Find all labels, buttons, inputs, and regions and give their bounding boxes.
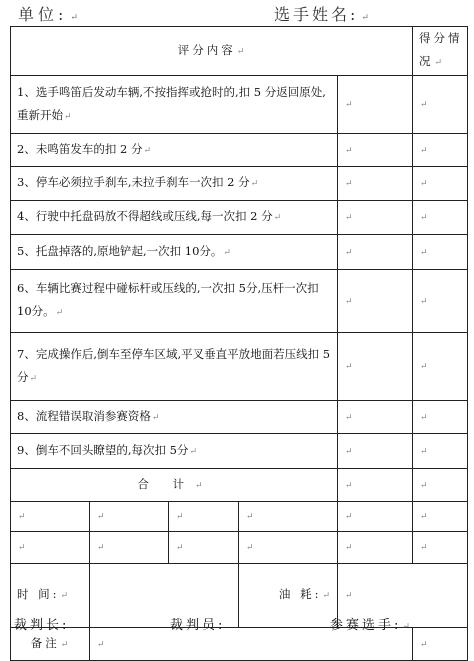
score-cell[interactable]: ↵ (413, 134, 468, 167)
score-cell[interactable]: ↵ (338, 235, 413, 270)
rule-row (11, 134, 468, 167)
total-score-cell[interactable]: ↵ (338, 469, 413, 502)
blank-cell[interactable]: ↵ (338, 532, 413, 564)
total-score-cell[interactable]: ↵ (413, 469, 468, 502)
rule-text: 7、完成操作后,倒车至停车区域,平叉垂直平放地面若压线扣 5分↵ (11, 333, 338, 401)
rule-row (11, 434, 468, 469)
score-sheet-table (10, 26, 468, 661)
paragraph-mark-icon: ↵ (361, 13, 369, 23)
content-column-header: 评分内容↵ (11, 27, 413, 76)
rule-row (11, 201, 468, 235)
score-cell[interactable]: ↵ (413, 401, 468, 434)
score-cell[interactable]: ↵ (338, 333, 413, 401)
rule-text: 4、行驶中托盘码放不得超线或压线,每一次扣 2 分↵ (11, 201, 338, 235)
fuel-label: 油 耗:↵ (239, 564, 338, 628)
blank-cell[interactable]: ↵ (169, 502, 239, 532)
unit-label: 单位: ↵ (18, 5, 78, 24)
rule-text: 1、选手鸣笛后发动车辆,不按指挥或抢时的,扣 5 分返回原处,重新开始↵ (11, 76, 338, 134)
remarks-value-cell[interactable]: ↵ (90, 628, 413, 661)
rule-text: 3、停车必须拉手刹车,未拉手刹车一次扣 2 分↵ (11, 167, 338, 201)
blank-cell[interactable]: ↵ (239, 502, 338, 532)
score-cell[interactable]: ↵ (338, 401, 413, 434)
rule-text: 9、倒车不回头瞭望的,每次扣 5分↵ (11, 434, 338, 469)
total-label: 合 计↵ (11, 469, 338, 502)
score-cell[interactable]: ↵ (413, 76, 468, 134)
total-row (11, 469, 468, 502)
score-cell[interactable]: ↵ (413, 235, 468, 270)
remarks-extra-cell[interactable]: ↵ (413, 628, 468, 661)
judge-signature-label: 裁判员: (170, 618, 226, 633)
rule-text: 8、流程错误取消参赛资格↵ (11, 401, 338, 434)
blank-cell[interactable]: ↵ (169, 532, 239, 564)
rule-row (11, 167, 468, 201)
chief-judge-signature-label: 裁判长: (14, 618, 70, 633)
blank-cell[interactable]: ↵ (239, 532, 338, 564)
contestant-name-label: 选手姓名: ↵ (274, 5, 369, 24)
contestant-signature-label: 参赛选手:↵ (330, 618, 413, 633)
rule-text: 5、托盘掉落的,原地铲起,一次扣 10分。↵ (11, 235, 338, 270)
rule-text: 2、未鸣笛发车的扣 2 分↵ (11, 134, 338, 167)
blank-cell[interactable]: ↵ (338, 502, 413, 532)
score-cell[interactable]: ↵ (338, 201, 413, 235)
blank-cell[interactable]: ↵ (413, 502, 468, 532)
rule-row (11, 270, 468, 333)
rule-text: 6、车辆比赛过程中碰标杆或压线的,一次扣 5分,压杆一次扣 10分。↵ (11, 270, 338, 333)
score-cell[interactable]: ↵ (338, 434, 413, 469)
rule-row (11, 401, 468, 434)
blank-cell[interactable]: ↵ (11, 502, 90, 532)
blank-cell[interactable]: ↵ (90, 532, 169, 564)
rule-row (11, 235, 468, 270)
remarks-label: 备注↵ (11, 628, 90, 661)
fuel-value-cell[interactable]: ↵ (338, 564, 468, 628)
blank-grid-row (11, 532, 468, 564)
rule-row (11, 76, 468, 134)
rule-row (11, 333, 468, 401)
score-cell[interactable]: ↵ (338, 134, 413, 167)
paragraph-mark-icon: ↵ (70, 13, 78, 23)
score-cell[interactable]: ↵ (413, 167, 468, 201)
score-cell[interactable]: ↵ (413, 201, 468, 235)
time-label: 时 间:↵ (11, 564, 90, 628)
score-cell[interactable]: ↵ (338, 270, 413, 333)
score-cell[interactable]: ↵ (413, 434, 468, 469)
score-cell[interactable]: ↵ (338, 167, 413, 201)
blank-cell[interactable]: ↵ (413, 532, 468, 564)
blank-grid-row (11, 502, 468, 532)
score-cell[interactable]: ↵ (338, 76, 413, 134)
score-cell[interactable]: ↵ (413, 270, 468, 333)
score-cell[interactable]: ↵ (413, 333, 468, 401)
blank-cell[interactable]: ↵ (11, 532, 90, 564)
score-column-header: 得分情况↵ (413, 27, 468, 76)
table-header-row (11, 27, 468, 76)
blank-cell[interactable]: ↵ (90, 502, 169, 532)
